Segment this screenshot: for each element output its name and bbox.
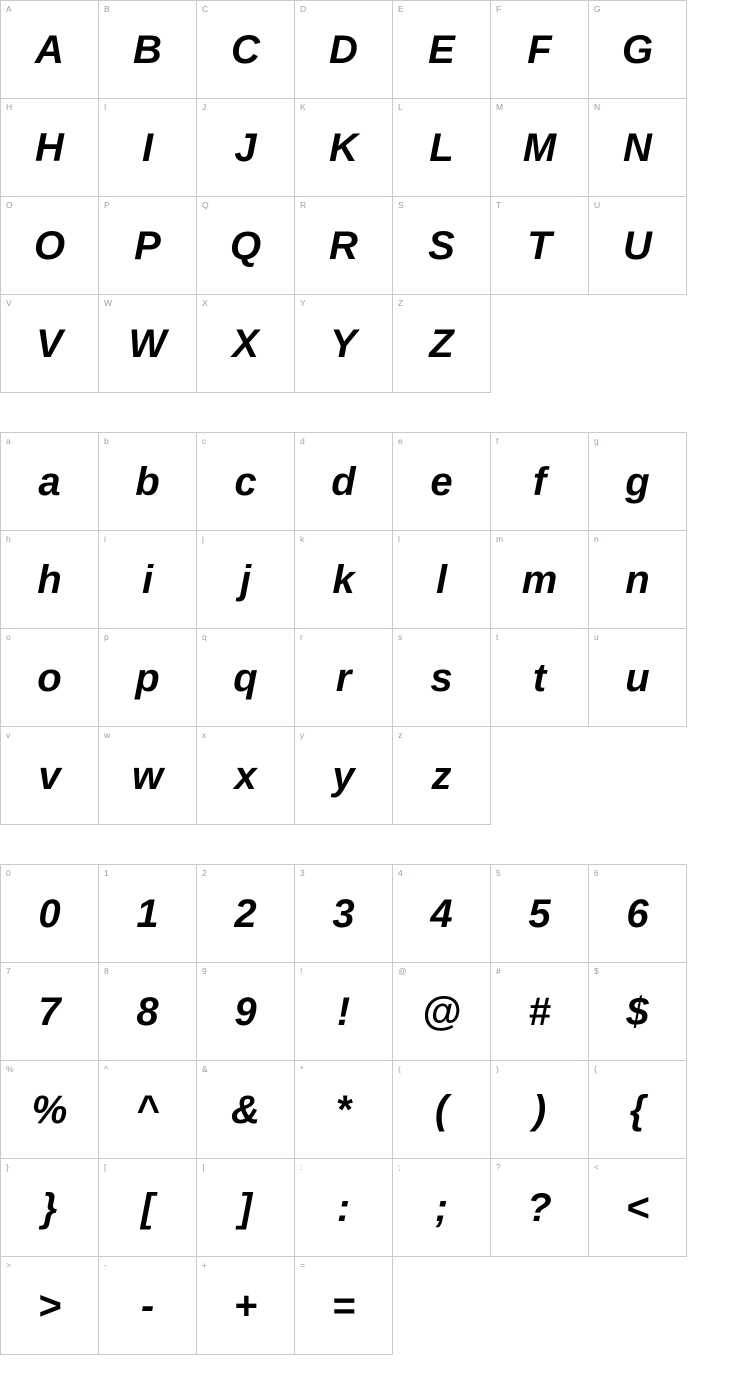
glyph-cell-label: e <box>398 436 403 446</box>
glyph-cell-character: d <box>331 459 356 504</box>
glyph-cell-label: j <box>202 534 204 544</box>
glyph-cell[interactable] <box>392 1158 491 1257</box>
glyph-cell[interactable] <box>294 1060 393 1159</box>
glyph-cell[interactable] <box>98 962 197 1061</box>
glyph-cell-label: U <box>594 200 601 210</box>
glyph-cell-label: g <box>594 436 599 446</box>
glyph-cell-label: o <box>6 632 11 642</box>
glyph-cell-character: U <box>623 223 652 268</box>
glyph-cell[interactable] <box>490 962 589 1061</box>
glyph-row <box>0 962 740 1060</box>
glyph-cell-character: z <box>431 753 452 798</box>
glyph-cell[interactable] <box>196 726 295 825</box>
glyph-cell-label: { <box>594 1064 597 1074</box>
glyph-cell-label: w <box>104 730 111 740</box>
glyph-row <box>0 0 740 98</box>
glyph-cell-character: M <box>522 125 557 170</box>
glyph-cell[interactable] <box>196 0 295 99</box>
glyph-cell-label: r <box>300 632 303 642</box>
glyph-cell-label: 9 <box>202 966 207 976</box>
glyph-cell-character: S <box>428 223 455 268</box>
glyph-cell[interactable] <box>98 432 197 531</box>
glyph-cell-empty <box>490 294 589 393</box>
glyph-cell-label: m <box>496 534 504 544</box>
glyph-cell[interactable] <box>294 962 393 1061</box>
glyph-cell-label: Z <box>398 298 404 308</box>
glyph-cell-label: * <box>300 1064 304 1074</box>
glyph-cell-character: y <box>332 753 355 798</box>
glyph-cell-label: k <box>300 534 305 544</box>
glyph-cell-character: Z <box>429 321 454 366</box>
glyph-cell-character: : <box>336 1185 351 1230</box>
glyph-cell[interactable] <box>196 628 295 727</box>
glyph-cell-character: % <box>31 1087 68 1132</box>
glyph-cell[interactable] <box>490 530 589 629</box>
glyph-cell-character: s <box>430 655 453 700</box>
glyph-cell[interactable] <box>196 196 295 295</box>
glyph-cell-label: 5 <box>496 868 501 878</box>
glyph-cell[interactable] <box>0 294 99 393</box>
glyph-cell-label: F <box>496 4 502 14</box>
glyph-cell-label: a <box>6 436 11 446</box>
glyph-cell-character: [ <box>140 1185 155 1230</box>
glyph-cell[interactable] <box>490 432 589 531</box>
glyph-cell-character: 8 <box>136 989 159 1034</box>
glyph-cell[interactable] <box>490 1158 589 1257</box>
glyph-cell[interactable] <box>490 196 589 295</box>
glyph-cell[interactable] <box>490 1060 589 1159</box>
glyph-cell-character: Y <box>330 321 357 366</box>
glyph-cell[interactable] <box>196 432 295 531</box>
glyph-cell[interactable] <box>0 628 99 727</box>
glyph-cell[interactable] <box>0 864 99 963</box>
glyph-cell-label: p <box>104 632 109 642</box>
glyph-cell-label: M <box>496 102 504 112</box>
glyph-cell-character: x <box>234 753 257 798</box>
glyph-cell[interactable] <box>392 98 491 197</box>
glyph-cell[interactable] <box>490 98 589 197</box>
glyph-cell[interactable] <box>98 294 197 393</box>
glyph-cell[interactable] <box>392 432 491 531</box>
glyph-cell-character: r <box>335 655 352 700</box>
glyph-cell-label: x <box>202 730 207 740</box>
glyph-cell-label: G <box>594 4 601 14</box>
glyph-cell-label: ] <box>202 1162 205 1172</box>
glyph-cell[interactable] <box>392 864 491 963</box>
glyph-cell-character: h <box>37 557 62 602</box>
glyph-cell-character: a <box>38 459 61 504</box>
glyph-cell-character: l <box>435 557 448 602</box>
glyph-cell-character: 3 <box>332 891 355 936</box>
glyph-cell-character: R <box>329 223 358 268</box>
glyph-cell[interactable] <box>0 726 99 825</box>
glyph-cell-label: } <box>6 1162 9 1172</box>
glyph-cell[interactable] <box>490 864 589 963</box>
glyph-row <box>0 1256 740 1354</box>
glyph-cell-label: K <box>300 102 306 112</box>
glyph-cell-label: n <box>594 534 599 544</box>
glyph-cell[interactable] <box>294 1256 393 1355</box>
glyph-cell[interactable] <box>490 628 589 727</box>
glyph-cell-label: z <box>398 730 403 740</box>
glyph-cell[interactable] <box>294 864 393 963</box>
glyph-cell-character: 9 <box>234 989 257 1034</box>
glyph-cell-label: : <box>300 1162 303 1172</box>
glyph-cell-character: H <box>35 125 64 170</box>
glyph-cell[interactable] <box>0 1256 99 1355</box>
glyph-cell-label: A <box>6 4 12 14</box>
glyph-cell[interactable] <box>0 98 99 197</box>
glyph-cell-label: 6 <box>594 868 599 878</box>
glyph-cell-character: O <box>33 223 66 268</box>
glyph-cell-label: X <box>202 298 208 308</box>
glyph-cell-character: v <box>38 753 61 798</box>
glyph-cell-label: > <box>6 1260 11 1270</box>
glyph-cell-character: J <box>234 125 257 170</box>
glyph-cell-character: w <box>131 753 164 798</box>
glyph-cell-label: N <box>594 102 601 112</box>
glyph-cell-character: ; <box>434 1185 449 1230</box>
glyph-cell[interactable] <box>294 1158 393 1257</box>
glyph-cell[interactable] <box>98 1158 197 1257</box>
glyph-cell-label: B <box>104 4 110 14</box>
glyph-cell[interactable] <box>588 98 687 197</box>
glyph-cell[interactable] <box>196 294 295 393</box>
glyph-cell-character: f <box>532 459 547 504</box>
glyph-cell[interactable] <box>392 726 491 825</box>
glyph-cell[interactable] <box>0 530 99 629</box>
glyph-cell-label: h <box>6 534 11 544</box>
glyph-cell[interactable] <box>98 98 197 197</box>
glyph-cell[interactable] <box>98 864 197 963</box>
glyph-cell-character: 4 <box>430 891 453 936</box>
glyph-cell-label: R <box>300 200 307 210</box>
glyph-cell-label: H <box>6 102 13 112</box>
glyph-cell[interactable] <box>196 1256 295 1355</box>
glyph-cell-label: 8 <box>104 966 109 976</box>
glyph-cell[interactable] <box>294 294 393 393</box>
glyph-cell-character: K <box>329 125 358 170</box>
glyph-cell-empty <box>392 1256 491 1355</box>
glyph-cell-label: u <box>594 632 599 642</box>
glyph-cell-label: O <box>6 200 13 210</box>
glyph-cell[interactable] <box>294 432 393 531</box>
glyph-cell-character: n <box>625 557 650 602</box>
glyph-cell[interactable] <box>588 628 687 727</box>
glyph-cell-character: q <box>233 655 258 700</box>
glyph-cell-character: ! <box>336 989 351 1034</box>
glyph-cell-character: ^ <box>135 1087 160 1132</box>
glyph-cell[interactable] <box>294 0 393 99</box>
glyph-cell-label: I <box>104 102 107 112</box>
glyph-row <box>0 726 740 824</box>
glyph-cell-character: i <box>141 557 154 602</box>
glyph-cell-character: o <box>37 655 62 700</box>
glyph-cell-label: < <box>594 1162 599 1172</box>
glyph-cell-character: b <box>135 459 160 504</box>
glyph-cell-character: ( <box>434 1087 449 1132</box>
glyph-cell-character: P <box>134 223 161 268</box>
glyph-cell-label: D <box>300 4 307 14</box>
glyph-cell[interactable] <box>392 962 491 1061</box>
glyph-cell-label: = <box>300 1260 305 1270</box>
glyph-cell-character: 5 <box>528 891 551 936</box>
glyph-cell-label: s <box>398 632 403 642</box>
glyph-section-digits-and-symbols <box>0 864 740 1354</box>
glyph-cell[interactable] <box>294 726 393 825</box>
glyph-row <box>0 294 740 392</box>
glyph-cell[interactable] <box>392 0 491 99</box>
glyph-cell[interactable] <box>196 962 295 1061</box>
glyph-cell[interactable] <box>392 196 491 295</box>
glyph-cell-label: 3 <box>300 868 305 878</box>
glyph-cell-character: t <box>532 655 547 700</box>
glyph-cell[interactable] <box>392 1060 491 1159</box>
glyph-cell-label: + <box>202 1260 207 1270</box>
glyph-cell[interactable] <box>294 98 393 197</box>
glyph-cell-label: 7 <box>6 966 11 976</box>
glyph-cell-character: p <box>135 655 160 700</box>
glyph-cell-label: f <box>496 436 499 446</box>
glyph-cell-character: } <box>41 1185 58 1230</box>
glyph-cell-label: ! <box>300 966 303 976</box>
glyph-row <box>0 98 740 196</box>
glyph-cell-character: $ <box>626 989 649 1034</box>
glyph-cell-character: 0 <box>38 891 61 936</box>
glyph-cell-character: k <box>332 557 355 602</box>
glyph-cell[interactable] <box>98 628 197 727</box>
glyph-cell-label: Y <box>300 298 306 308</box>
glyph-cell-character: & <box>231 1087 260 1132</box>
glyph-row <box>0 432 740 530</box>
glyph-cell-label: ) <box>496 1064 499 1074</box>
glyph-cell[interactable] <box>196 864 295 963</box>
glyph-cell[interactable] <box>588 864 687 963</box>
glyph-cell[interactable] <box>490 0 589 99</box>
glyph-row <box>0 628 740 726</box>
glyph-cell-label: @ <box>398 966 407 976</box>
glyph-cell-label: J <box>202 102 207 112</box>
glyph-cell-label: ( <box>398 1064 401 1074</box>
glyph-cell-character: G <box>621 27 654 72</box>
glyph-section-lowercase <box>0 432 740 824</box>
glyph-cell[interactable] <box>98 0 197 99</box>
glyph-cell-label: d <box>300 436 305 446</box>
glyph-cell-label: ^ <box>104 1064 108 1074</box>
glyph-cell-character: A <box>35 27 64 72</box>
glyph-row <box>0 530 740 628</box>
glyph-cell-character: T <box>527 223 552 268</box>
glyph-cell-character: Q <box>229 223 262 268</box>
glyph-row <box>0 1158 740 1256</box>
glyph-cell-character: > <box>37 1283 62 1328</box>
glyph-cell[interactable] <box>392 628 491 727</box>
glyph-cell-label: & <box>202 1064 208 1074</box>
glyph-cell[interactable] <box>588 1158 687 1257</box>
glyph-cell-label: $ <box>594 966 599 976</box>
glyph-cell[interactable] <box>98 726 197 825</box>
glyph-cell-label: 4 <box>398 868 403 878</box>
glyph-cell-label: # <box>496 966 501 976</box>
glyph-cell-label: - <box>104 1260 107 1270</box>
glyph-cell[interactable] <box>294 196 393 295</box>
glyph-section-uppercase <box>0 0 740 392</box>
glyph-cell-label: ? <box>496 1162 501 1172</box>
glyph-cell-label: 0 <box>6 868 11 878</box>
glyph-cell[interactable] <box>588 432 687 531</box>
glyph-cell-character: { <box>629 1087 646 1132</box>
glyph-cell-character: g <box>625 459 650 504</box>
glyph-cell-character: C <box>231 27 260 72</box>
glyph-cell[interactable] <box>0 1060 99 1159</box>
glyph-cell-label: E <box>398 4 404 14</box>
glyph-cell[interactable] <box>0 962 99 1061</box>
glyph-cell-label: ; <box>398 1162 401 1172</box>
glyph-cell-empty <box>588 1256 687 1355</box>
glyph-cell-label: V <box>6 298 12 308</box>
glyph-cell-empty <box>490 1256 589 1355</box>
glyph-cell-character: E <box>428 27 455 72</box>
glyph-cell[interactable] <box>196 1060 295 1159</box>
glyph-cell-character: F <box>527 27 552 72</box>
glyph-cell-label: C <box>202 4 209 14</box>
glyph-cell-label: [ <box>104 1162 107 1172</box>
glyph-cell-label: q <box>202 632 207 642</box>
glyph-cell-label: i <box>104 534 106 544</box>
glyph-cell[interactable] <box>588 196 687 295</box>
glyph-cell-character: + <box>233 1283 258 1328</box>
glyph-cell[interactable] <box>588 0 687 99</box>
glyph-row <box>0 196 740 294</box>
glyph-cell-character: u <box>625 655 650 700</box>
glyph-cell-character: B <box>133 27 162 72</box>
glyph-cell[interactable] <box>196 530 295 629</box>
glyph-cell-label: 1 <box>104 868 109 878</box>
glyph-cell[interactable] <box>0 1158 99 1257</box>
glyph-cell[interactable] <box>98 1060 197 1159</box>
glyph-cell-character: - <box>140 1283 155 1328</box>
glyph-cell-label: b <box>104 436 109 446</box>
glyph-cell-character: = <box>331 1283 356 1328</box>
glyph-cell[interactable] <box>196 98 295 197</box>
glyph-cell-character: 2 <box>234 891 257 936</box>
glyph-cell-character: 1 <box>136 891 159 936</box>
glyph-cell-empty <box>588 726 687 825</box>
glyph-cell[interactable] <box>98 1256 197 1355</box>
glyph-cell-label: c <box>202 436 207 446</box>
glyph-cell-character: # <box>528 989 551 1034</box>
glyph-cell-label: T <box>496 200 502 210</box>
glyph-cell[interactable] <box>392 294 491 393</box>
glyph-cell[interactable] <box>392 530 491 629</box>
glyph-cell-label: L <box>398 102 403 112</box>
glyph-cell[interactable] <box>196 1158 295 1257</box>
glyph-cell-label: l <box>398 534 400 544</box>
glyph-cell-character: j <box>239 557 252 602</box>
glyph-cell-empty <box>490 726 589 825</box>
glyph-cell[interactable] <box>98 530 197 629</box>
glyph-cell-character: ? <box>527 1185 552 1230</box>
glyph-cell[interactable] <box>0 0 99 99</box>
glyph-cell-character: V <box>36 321 63 366</box>
glyph-cell-label: Q <box>202 200 209 210</box>
glyph-cell-label: P <box>104 200 110 210</box>
glyph-cell-character: 7 <box>38 989 61 1034</box>
glyph-cell[interactable] <box>294 530 393 629</box>
glyph-cell-character: m <box>521 557 558 602</box>
glyph-cell-label: W <box>104 298 113 308</box>
glyph-cell-character: L <box>429 125 454 170</box>
glyph-cell[interactable] <box>588 530 687 629</box>
glyph-cell-label: t <box>496 632 499 642</box>
glyph-cell[interactable] <box>0 432 99 531</box>
glyph-cell-label: % <box>6 1064 14 1074</box>
glyph-cell-character: ) <box>532 1087 547 1132</box>
glyph-cell[interactable] <box>588 1060 687 1159</box>
glyph-cell[interactable] <box>588 962 687 1061</box>
glyph-cell[interactable] <box>294 628 393 727</box>
glyph-cell-label: 2 <box>202 868 207 878</box>
glyph-cell-label: v <box>6 730 11 740</box>
glyph-cell-character: @ <box>421 989 461 1034</box>
glyph-cell-character: W <box>128 321 167 366</box>
glyph-cell-character: X <box>232 321 259 366</box>
glyph-cell[interactable] <box>98 196 197 295</box>
glyph-cell-character: c <box>234 459 257 504</box>
glyph-cell-character: 6 <box>626 891 649 936</box>
glyph-row <box>0 1060 740 1158</box>
glyph-cell-character: N <box>623 125 652 170</box>
glyph-cell-label: y <box>300 730 305 740</box>
glyph-cell[interactable] <box>0 196 99 295</box>
glyph-cell-character: D <box>329 27 358 72</box>
glyph-cell-character: * <box>335 1087 352 1132</box>
glyph-cell-character: I <box>141 125 154 170</box>
glyph-row <box>0 864 740 962</box>
glyph-cell-character: < <box>625 1185 650 1230</box>
glyph-cell-character: ] <box>238 1185 253 1230</box>
glyph-cell-empty <box>588 294 687 393</box>
glyph-cell-label: S <box>398 200 404 210</box>
glyph-cell-character: e <box>430 459 453 504</box>
